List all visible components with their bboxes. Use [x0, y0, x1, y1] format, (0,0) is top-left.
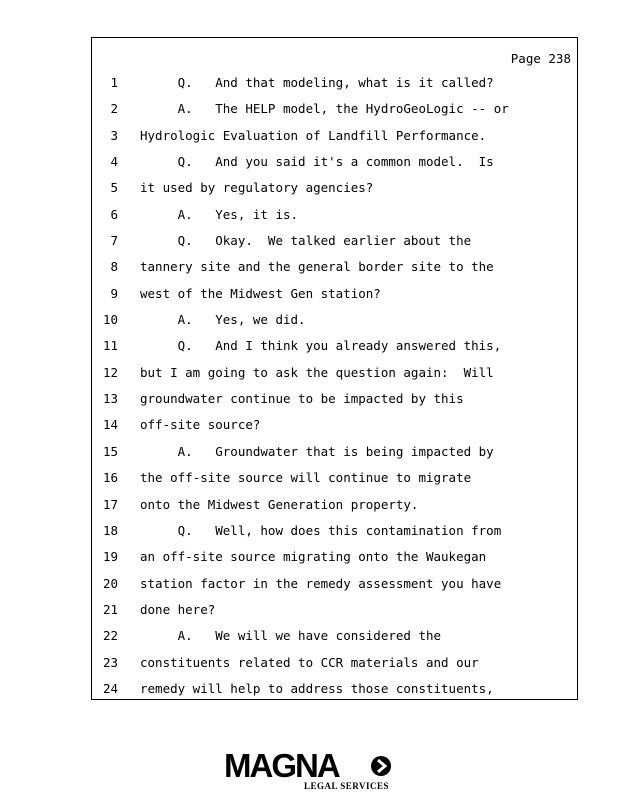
- line-text: an off-site source migrating onto the Waukegan: [140, 549, 487, 565]
- line-text: but I am going to ask the question again: Will: [140, 364, 494, 380]
- line-number: 19: [102, 549, 118, 565]
- line-text: Q. And you said it's a common model. Is: [140, 154, 494, 170]
- transcript-page: [91, 37, 578, 700]
- line-text: onto the Midwest Generation property.: [140, 496, 419, 512]
- line-number: 10: [102, 312, 118, 328]
- transcript-line: [92, 254, 577, 280]
- transcript-line: [92, 676, 577, 702]
- line-number: 2: [110, 101, 118, 117]
- line-number: 14: [102, 417, 118, 433]
- line-text: it used by regulatory agencies?: [140, 180, 374, 196]
- page-number: Page 238: [510, 51, 571, 66]
- line-text: groundwater continue to be impacted by this: [140, 391, 464, 407]
- transcript-line: [92, 465, 577, 491]
- line-text: Q. Well, how does this contamination from: [140, 522, 502, 538]
- line-number: 16: [102, 470, 118, 486]
- line-text: A. We will we have considered the: [140, 628, 442, 644]
- transcript-line: [92, 333, 577, 359]
- line-text: station factor in the remedy assessment you have: [140, 575, 502, 591]
- line-number: 23: [102, 654, 118, 670]
- transcript-line: [92, 492, 577, 518]
- line-number: 4: [110, 154, 118, 170]
- transcript-line: [92, 307, 577, 333]
- transcript-line: [92, 439, 577, 465]
- line-number: 24: [102, 680, 118, 696]
- transcript-lines: [92, 70, 577, 702]
- transcript-line: [92, 70, 577, 96]
- line-text: remedy will help to address those constituents,: [140, 680, 494, 696]
- line-number: 12: [102, 364, 118, 380]
- line-number: 21: [102, 601, 118, 617]
- arrow-circle-icon: [370, 755, 392, 777]
- logo-wordmark: MAGNA: [224, 747, 339, 784]
- line-text: constituents related to CCR materials and our: [140, 654, 479, 670]
- transcript-line: [92, 518, 577, 544]
- line-text: Hydrologic Evaluation of Landfill Performance.: [140, 127, 487, 143]
- line-number: 13: [102, 391, 118, 407]
- transcript-line: [92, 228, 577, 254]
- line-text: A. Yes, it is.: [140, 206, 299, 222]
- line-text: tannery site and the general border site to the: [140, 259, 494, 275]
- transcript-line: [92, 96, 577, 122]
- transcript-line: [92, 386, 577, 412]
- line-number: 7: [110, 233, 118, 249]
- transcript-line: [92, 597, 577, 623]
- line-number: 3: [110, 127, 118, 143]
- transcript-line: [92, 650, 577, 676]
- line-text: west of the Midwest Gen station?: [140, 285, 381, 301]
- transcript-line: [92, 149, 577, 175]
- transcript-line: [92, 281, 577, 307]
- line-number: 6: [110, 206, 118, 222]
- transcript-line: [92, 202, 577, 228]
- line-number: 17: [102, 496, 118, 512]
- line-text: A. Groundwater that is being impacted by: [140, 443, 494, 459]
- line-text: the off-site source will continue to migrate: [140, 470, 472, 486]
- line-number: 15: [102, 443, 118, 459]
- line-text: Q. And I think you already answered this,: [140, 338, 502, 354]
- transcript-line: [92, 360, 577, 386]
- line-number: 8: [110, 259, 118, 275]
- line-text: off-site source?: [140, 417, 261, 433]
- line-number: 1: [110, 75, 118, 90]
- line-number: 20: [102, 575, 118, 591]
- transcript-line: [92, 412, 577, 438]
- line-text: Q. And that modeling, what is it called?: [140, 75, 494, 90]
- transcript-line: [92, 175, 577, 201]
- transcript-line: [92, 571, 577, 597]
- line-number: 5: [110, 180, 118, 196]
- line-text: A. Yes, we did.: [140, 312, 306, 328]
- logo-subtitle: LEGAL SERVICES: [304, 781, 389, 791]
- magna-logo: [224, 748, 396, 792]
- line-text: Q. Okay. We talked earlier about the: [140, 233, 472, 249]
- line-number: 18: [102, 522, 118, 538]
- transcript-line: [92, 544, 577, 570]
- line-number: 22: [102, 628, 118, 644]
- transcript-line: [92, 623, 577, 649]
- transcript-line: [92, 123, 577, 149]
- line-text: A. The HELP model, the HydroGeoLogic -- or: [140, 101, 509, 117]
- line-text: done here?: [140, 601, 216, 617]
- line-number: 9: [110, 285, 118, 301]
- line-number: 11: [102, 338, 118, 354]
